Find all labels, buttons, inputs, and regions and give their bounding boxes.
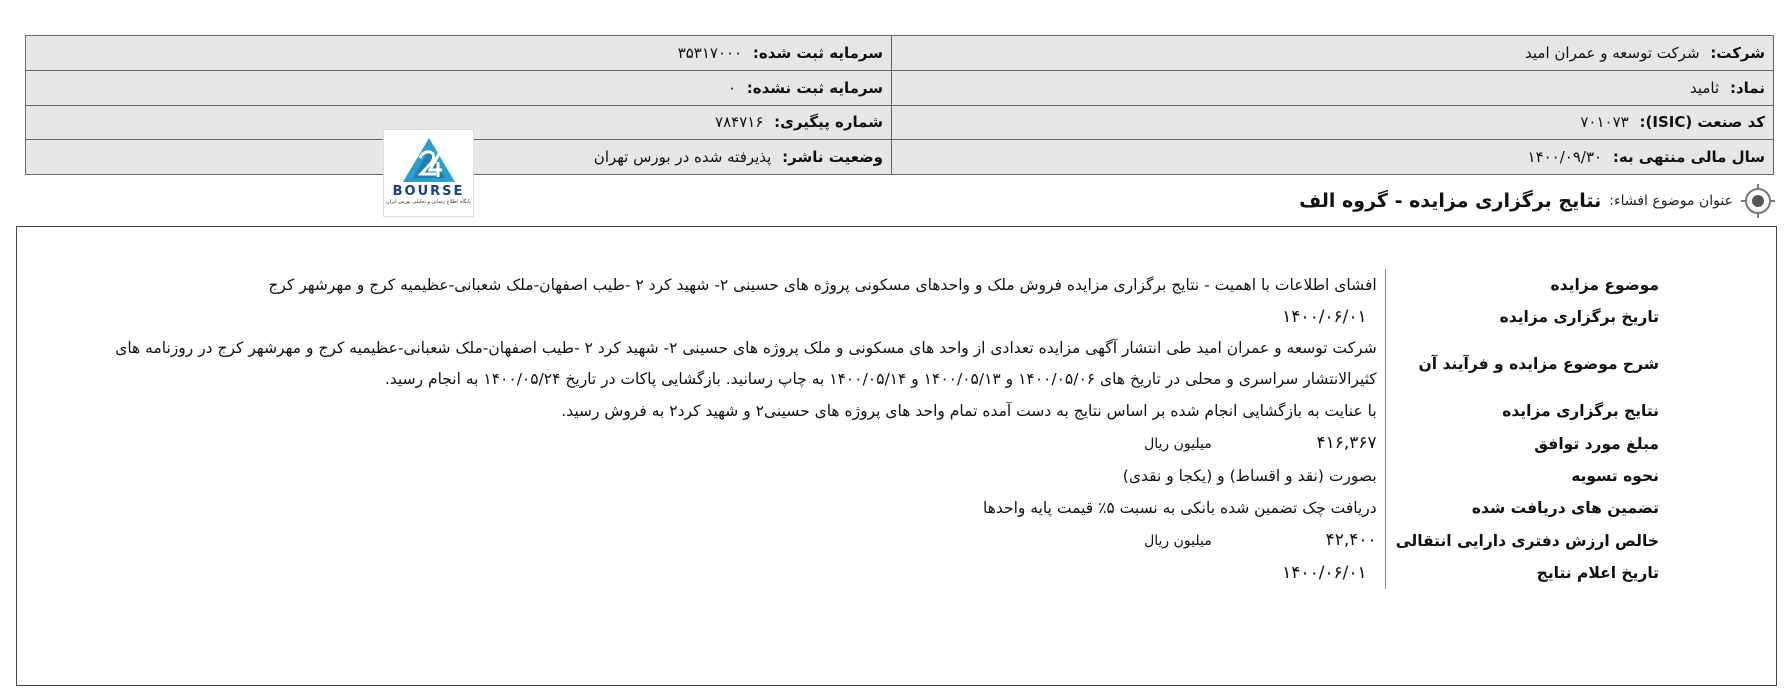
unregistered-capital-value: ۰ bbox=[727, 78, 736, 97]
detail-row bbox=[87, 524, 1659, 557]
unregistered-capital-label: سرمایه ثبت نشده: bbox=[746, 78, 883, 97]
bourse-logo bbox=[383, 129, 474, 217]
agreed-amount-label: مبلغ مورد توافق bbox=[1385, 427, 1659, 460]
isic-value: ۷۰۱۰۷۳ bbox=[1580, 113, 1629, 132]
detail-row bbox=[87, 460, 1659, 492]
registered-capital-value: ۳۵۳۱۷۰۰۰ bbox=[677, 43, 743, 62]
bourse-logo-text: BOURSE bbox=[392, 184, 465, 199]
fiscal-year-cell bbox=[892, 140, 1774, 175]
auction-details-table bbox=[87, 269, 1659, 589]
guarantees-label: تضمین های دریافت شده bbox=[1385, 492, 1659, 524]
detail-row bbox=[87, 269, 1659, 301]
agreed-amount-cell bbox=[87, 427, 1386, 460]
results-label: نتایج برگزاری مزایده bbox=[1385, 395, 1659, 427]
description-value: شرکت توسعه و عمران امید طی انتشار آگهی مزایده تعدادی از واحد های مسکونی و ملک پروژه های حسینی ۲- شهید کرد ۲ -طیب اصفهان-ملک شعبانی-عظیمیه کرج و مهرشهر کرج در روزنامه های کثیرالانتشار سراسری و محلی در تاریخ های ۱۴۰۰/۰۵/۰۶ و ۱۴۰۰/۰۵/۱۳ و ۱۴۰۰/۰۵/۱۴ به چاپ رسانید. بازگشایی پاکات در تاریخ ۱۴۰۰/۰۵/۲۴ به انجام رسید. bbox=[115, 339, 1377, 388]
bourse-logo-icon bbox=[399, 136, 459, 184]
publisher-status-label: وضعیت ناشر: bbox=[782, 148, 883, 167]
bourse-logo-subtext: پایگاه اطلاع رسانی و تحلیلی بورس ایران bbox=[386, 199, 471, 205]
info-row bbox=[26, 140, 1774, 175]
detail-row bbox=[87, 301, 1659, 333]
registered-capital-cell bbox=[26, 36, 892, 71]
detail-row bbox=[87, 427, 1659, 460]
isic-cell bbox=[892, 105, 1774, 140]
description-label: شرح موضوع مزایده و فرآیند آن bbox=[1385, 333, 1659, 395]
tracking-value: ۷۸۴۷۱۶ bbox=[715, 113, 764, 132]
agreed-amount-unit: میلیون ریال bbox=[1144, 436, 1212, 452]
company-value: شرکت توسعه و عمران امید bbox=[1525, 43, 1700, 62]
settlement-label: نحوه تسویه bbox=[1385, 460, 1659, 492]
net-book-value-cell bbox=[87, 524, 1386, 557]
company-cell bbox=[892, 36, 1774, 71]
auction-subject-label: موضوع مزایده bbox=[1385, 269, 1659, 301]
detail-row bbox=[87, 557, 1659, 589]
company-label: شرکت: bbox=[1710, 43, 1765, 62]
info-row bbox=[26, 70, 1774, 105]
announcement-date-value: ۱۴۰۰/۰۶/۰۱ bbox=[1282, 563, 1367, 583]
unregistered-capital-cell bbox=[26, 70, 892, 105]
disclosure-subject-label: عنوان موضوع افشاء: bbox=[1609, 193, 1733, 209]
publisher-status-value: پذیرفته شده در بورس تهران bbox=[593, 148, 772, 167]
results-value: با عنایت به بازگشایی انجام شده بر اساس نتایج به دست آمده تمام واحد های پروژه های حسینی۲ و شهید کرد۲ به فروش رسید. bbox=[561, 402, 1377, 420]
fiscal-year-value: ۱۴۰۰/۰۹/۳۰ bbox=[1527, 148, 1603, 167]
auction-subject-value: افشای اطلاعات با اهمیت - نتایج برگزاری مزایده فروش ملک و واحدهای مسکونی پروژه های حسینی ۲- شهید کرد ۲ -طیب اصفهان-ملک شعبانی-عظیمیه کرج و مهرشهر کرج bbox=[268, 276, 1377, 294]
description-cell bbox=[87, 333, 1386, 395]
detail-row bbox=[87, 492, 1659, 524]
info-row bbox=[26, 105, 1774, 140]
agreed-amount-value: ۴۱۶,۳۶۷ bbox=[1316, 433, 1377, 453]
company-info-table bbox=[25, 35, 1774, 175]
auction-date-value: ۱۴۰۰/۰۶/۰۱ bbox=[1282, 307, 1367, 327]
detail-row bbox=[87, 333, 1659, 395]
guarantees-value: دریافت چک تضمین شده بانکی به نسبت ۵٪ قیمت پایه واحدها bbox=[982, 499, 1377, 517]
fiscal-year-label: سال مالی منتهی به: bbox=[1612, 148, 1765, 167]
crosshair-icon bbox=[1741, 184, 1775, 218]
symbol-label: نماد: bbox=[1729, 78, 1765, 97]
net-book-value-unit: میلیون ریال bbox=[1144, 533, 1212, 549]
disclosure-subject-value: نتایج برگزاری مزایده - گروه الف bbox=[1299, 190, 1602, 212]
settlement-value: بصورت (نقد و اقساط) و (یکجا و نقدی) bbox=[1122, 467, 1377, 485]
info-row bbox=[26, 36, 1774, 71]
registered-capital-label: سرمایه ثبت شده: bbox=[752, 43, 883, 62]
auction-date-label: تاریخ برگزاری مزایده bbox=[1385, 301, 1659, 333]
net-book-value-value: ۴۲,۴۰۰ bbox=[1325, 530, 1377, 550]
auction-date-cell bbox=[87, 301, 1386, 333]
net-book-value-label: خالص ارزش دفتری دارایی انتقالی bbox=[1385, 524, 1659, 557]
symbol-value: ثامید bbox=[1690, 78, 1720, 97]
disclosure-content bbox=[16, 226, 1777, 686]
announcement-date-label: تاریخ اعلام نتایج bbox=[1385, 557, 1659, 589]
disclosure-subject bbox=[1299, 183, 1775, 219]
symbol-cell bbox=[892, 70, 1774, 105]
detail-row bbox=[87, 395, 1659, 427]
isic-label: کد صنعت (ISIC): bbox=[1639, 113, 1765, 132]
tracking-label: شماره پیگیری: bbox=[774, 113, 883, 132]
announcement-date-cell bbox=[87, 557, 1386, 589]
